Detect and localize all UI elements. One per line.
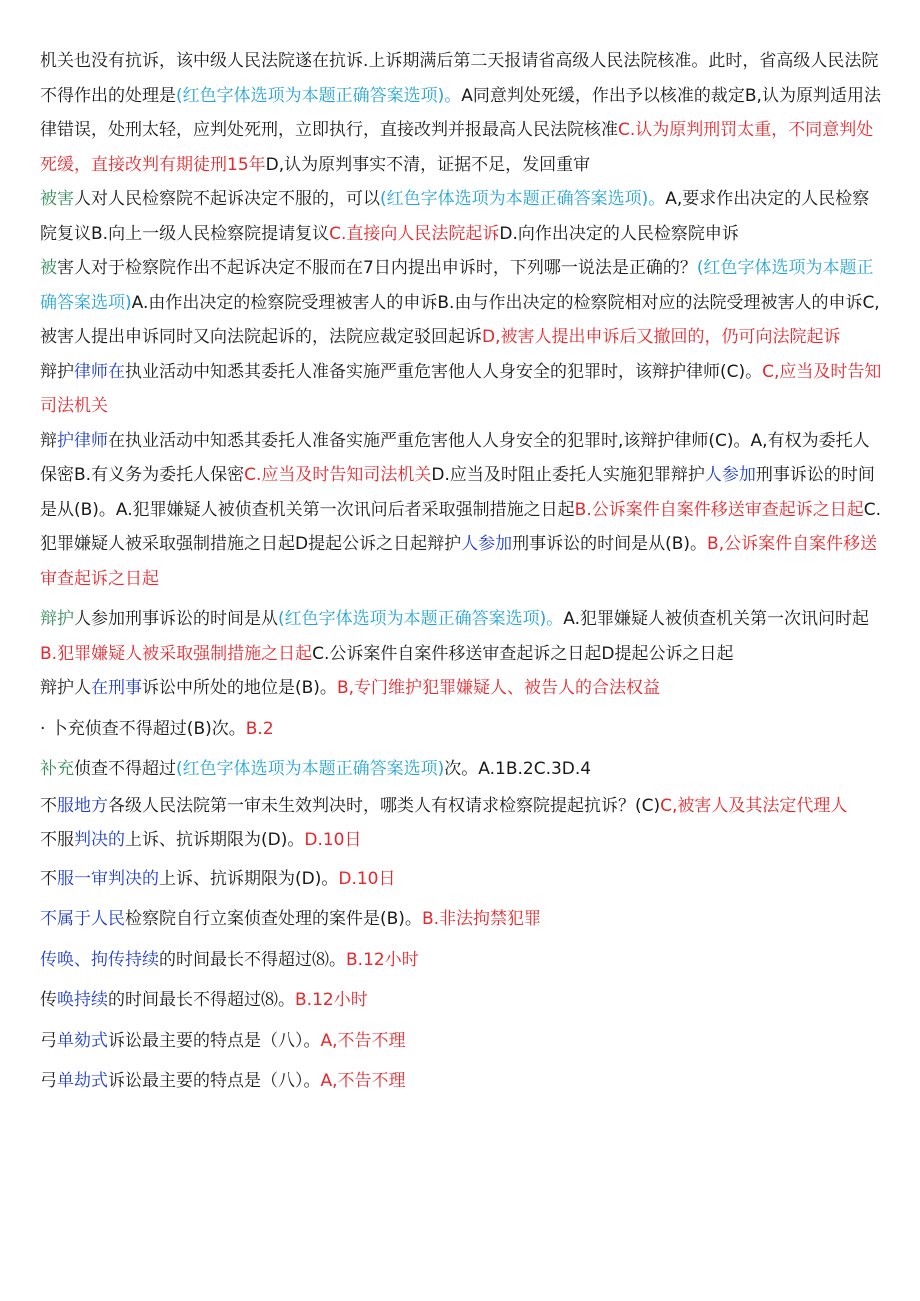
question-paragraph: [40, 752, 885, 787]
answer-text: B,公诉案件自案件移送审查起诉之日起: [40, 534, 878, 589]
text-run: 不属于人民: [40, 909, 125, 929]
hint-text: (红色字体选项为本题正确答案选项)。: [278, 609, 564, 629]
text-run: 服地方: [57, 795, 108, 816]
answer-text: A,不告不理: [320, 1071, 406, 1091]
question-paragraph: [40, 251, 885, 355]
text-run: 律师在: [74, 361, 125, 382]
text-run: 执业活动中知悉其委托人准备实施严重危害他人人身安全的犯罪时，该辩护律师(C)。: [125, 361, 763, 382]
question-paragraph: [40, 1024, 885, 1059]
text-run: 不: [40, 868, 57, 889]
question-paragraph: [40, 902, 885, 937]
question-paragraph: [40, 355, 885, 424]
text-run: 弓: [40, 1030, 57, 1051]
hint-text: (红色字体选项为本题正确答案选项)。: [176, 85, 462, 106]
text-run: 补充: [40, 759, 74, 779]
question-paragraph: [40, 424, 885, 597]
text-run: 被: [40, 258, 57, 278]
hint-text: (红色字体选项为本题正确答案选项): [40, 258, 874, 313]
text-run: 在执业活动中知悉其委托人准备实施严重危害他人人身安全的犯罪时,该辩护律师(C)。A,有权为委托人保密B.有义务为委托人保密: [40, 430, 870, 485]
question-paragraph: [40, 789, 885, 824]
text-run: 上诉、抗诉期限为(D)。: [125, 830, 305, 850]
text-run: 的时间最长不得超过⑻。: [159, 949, 346, 970]
answer-text: A,不告不理: [320, 1030, 406, 1051]
question-paragraph: [40, 671, 885, 706]
text-run: 服一审判决的: [57, 868, 159, 889]
text-run: A,要求作出决定的人民检察院复议B.向上一级人民检察院提请复议: [40, 189, 870, 244]
answer-text: B.12小时: [295, 990, 368, 1010]
text-run: 机关也没有抗诉，该中级人民法院遂在抗诉.上诉期满后第二天报请省高级人民法院核准。此时，省高级人民法院不得作出的处理是: [40, 51, 879, 106]
text-run: C.犯罪嫌疑人被采取强制措施之日起D提起公诉之日起辩护: [40, 499, 882, 554]
text-run: 在刑事: [91, 678, 142, 698]
answer-text: C.认为原判刑罚太重，不同意判处死缓，直接改判有期徒刑15年: [40, 120, 874, 175]
text-run: 诉讼中所处的地位是(B)。: [142, 678, 337, 698]
hint-text: (红色字体选项为本题正确答案选项): [176, 759, 445, 779]
text-run: A.犯罪嫌疑人被侦查机关第一次讯问时起: [563, 609, 869, 629]
text-run: 人对人民检察院不起诉决定不服的，可以: [74, 189, 380, 209]
answer-text: B.犯罪嫌疑人被采取强制措施之日起: [40, 643, 313, 664]
question-paragraph: [40, 712, 885, 747]
text-run: 侦查不得超过: [74, 759, 176, 779]
text-run: 单劫式: [57, 1071, 108, 1091]
text-run: 诉讼最主要的特点是（八）。: [108, 1030, 321, 1051]
text-run: 单劾式: [57, 1030, 108, 1051]
text-run: 害人对于检察院作出不起诉决定不服而在7日内提出申诉时，下列哪一说法是正确的？: [57, 258, 697, 278]
text-run: 人参加刑事诉讼的时间是从: [74, 609, 278, 629]
text-run: 上诉、抗诉期限为(D)。: [159, 868, 339, 889]
answer-text: C,被害人及其法定代理人: [660, 795, 848, 816]
question-paragraph: [40, 44, 885, 182]
text-run: D.应当及时阻止委托人实施犯罪辩护: [431, 465, 705, 485]
text-run: 检察院自行立案侦查处理的案件是(B)。: [125, 909, 422, 929]
text-run: 辩护: [40, 609, 74, 629]
text-run: A同意判处死缓，作出予以核准的裁定B,认为原判适用法律错误，处刑太轻，应判处死刑，立即执行，直接改判并报最高人民法院核准: [40, 85, 881, 140]
answer-text: B.12小时: [346, 949, 419, 970]
text-run: 辩: [40, 430, 57, 451]
text-run: 刑事诉讼的时间是从(B)。A.犯罪嫌疑人被侦查机关第一次讯问后者采取强制措施之日起: [40, 465, 875, 520]
answer-text: D.10日: [304, 830, 362, 850]
text-run: D.向作出决定的人民检察院申诉: [499, 223, 739, 244]
text-run: 的时间最长不得超过⑻。: [108, 990, 295, 1010]
text-run: A.由作出决定的检察院受理被害人的申诉B.由与作出决定的检察院相对应的法院受理被害人的申诉C,被害人提出申诉同时又向法院起诉的，法院应裁定驳回起诉: [40, 292, 880, 347]
text-run: 唤持续: [57, 990, 108, 1010]
text-run: 刑事诉讼的时间是从(B)。: [512, 534, 708, 554]
text-run: 传唤、拘传持续: [40, 949, 159, 970]
text-run: 人参加: [704, 465, 756, 485]
text-run: 诉讼最主要的特点是（八）。: [108, 1071, 321, 1091]
question-paragraph: [40, 182, 885, 251]
question-paragraph: [40, 602, 885, 671]
answer-text: C,应当及时告知司法机关: [40, 361, 882, 416]
text-run: C.公诉案件自案件移送审查起诉之日起D提起公诉之日起: [312, 643, 734, 664]
question-paragraph: [40, 823, 885, 858]
answer-text: B.非法拘禁犯罪: [421, 909, 542, 929]
question-paragraph: [40, 943, 885, 978]
text-run: 弓: [40, 1071, 57, 1091]
document-page: [40, 44, 885, 1099]
answer-text: B.公诉案件自案件移送审查起诉之日起: [574, 499, 864, 520]
text-run: 次。A.1B.2C.3D.4: [444, 759, 592, 779]
text-run: 判决的: [74, 830, 125, 850]
question-paragraph: [40, 862, 885, 897]
question-paragraph: [40, 983, 885, 1018]
text-run: D,认为原判事实不清，证据不足，发回重审: [265, 154, 591, 175]
text-run: 人参加: [461, 534, 513, 554]
text-run: 传: [40, 990, 57, 1010]
text-run: · 卜充侦查不得超过(B)次。: [40, 718, 246, 739]
text-run: 不: [40, 795, 57, 816]
answer-text: C.应当及时告知司法机关: [244, 465, 432, 485]
hint-text: (红色字体选项为本题正确答案选项)。: [380, 189, 666, 209]
text-run: 护律师: [57, 430, 108, 451]
answer-text: B.2: [245, 718, 274, 739]
answer-text: D,被害人提出申诉后又撤回的，仍可向法院起诉: [482, 327, 841, 347]
text-run: 辩护人: [40, 678, 91, 698]
text-run: 被害: [40, 189, 74, 209]
question-paragraph: [40, 1064, 885, 1099]
text-run: 各级人民法院第一审未生效判决时，哪类人有权请求检察院提起抗诉？(C): [108, 795, 661, 816]
answer-text: B,专门维护犯罪嫌疑人、被告人的合法权益: [336, 678, 661, 698]
text-run: 不服: [40, 830, 74, 850]
text-run: 辩护: [40, 361, 74, 382]
answer-text: D.10日: [338, 868, 396, 889]
answer-text: C.直接向人民法院起诉: [329, 223, 500, 244]
